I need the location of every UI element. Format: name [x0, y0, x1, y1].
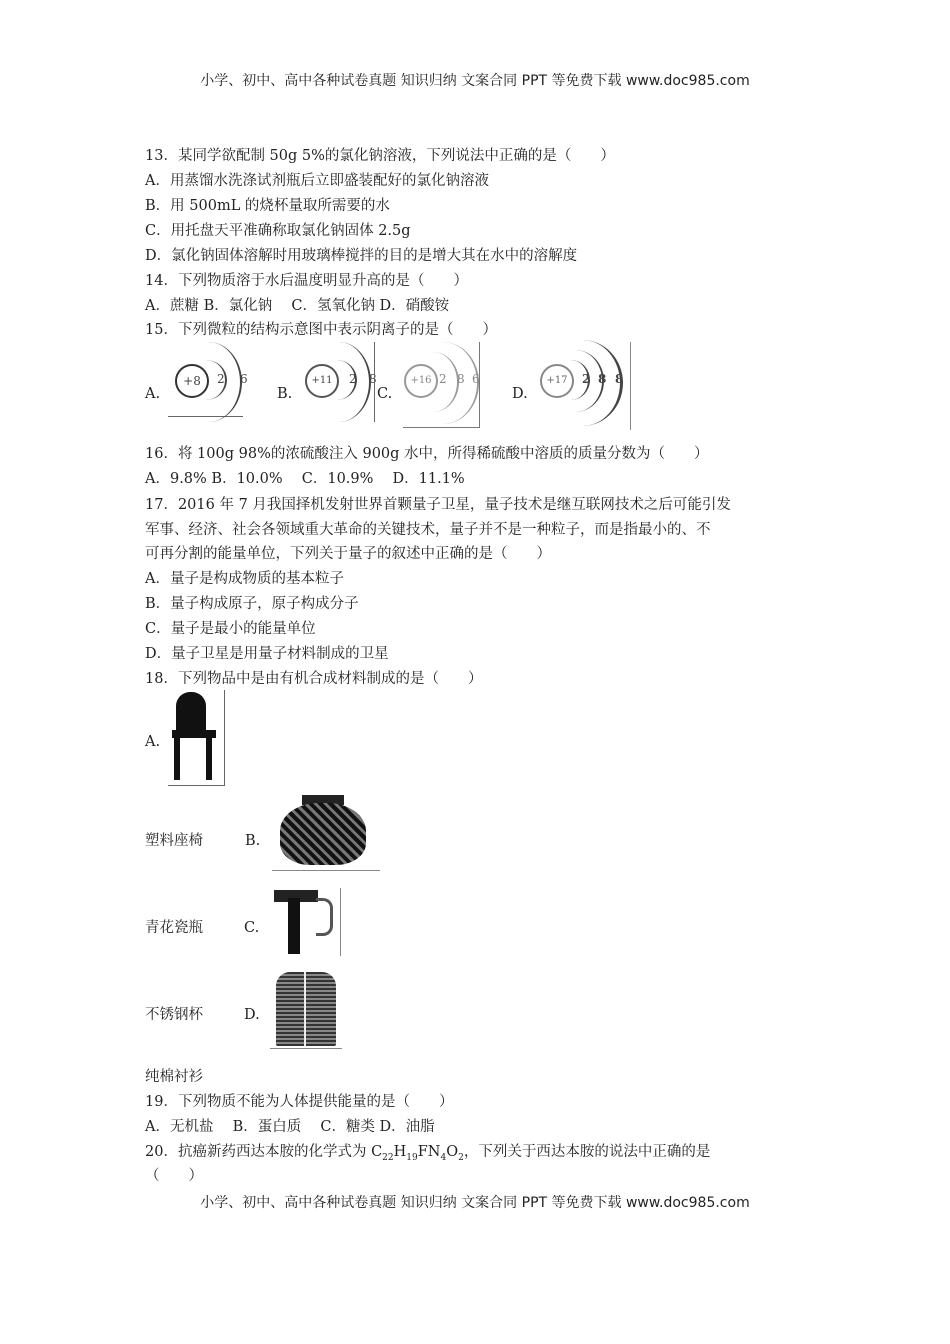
q17-option-c: C．量子是最小的能量单位: [145, 621, 316, 637]
page-footer: 小学、初中、高中各种试卷真题 知识归纳 文案合同 PPT 等免费下载 www.doc985.com: [200, 1195, 750, 1211]
q17-line-3: 可再分割的能量单位，下列关于量子的叙述中正确的是（ ）: [145, 546, 551, 562]
atom-diagram-a: A. +8 2 6: [145, 342, 245, 427]
chemical-formula: $C_{22}H_{19}FN_4O_2$: [371, 1144, 464, 1163]
q18-name-d: 纯棉衬衫: [145, 1069, 203, 1085]
q20-answer-paren: （ ）: [145, 1168, 203, 1184]
steel-cup-image: [270, 888, 341, 956]
q13-option-b: B．用 500mL 的烧杯量取所需要的水: [145, 198, 390, 214]
cotton-shirt-image: [270, 968, 342, 1049]
q19-stem: 19．下列物质不能为人体提供能量的是（ ）: [145, 1094, 454, 1110]
q18-stem: 18．下列物品中是由有机合成材料制成的是（ ）: [145, 671, 483, 687]
atom-diagram-b: B. +11 2 8: [277, 342, 377, 427]
q13-option-d: D．氯化钠固体溶解时用玻璃棒搅拌的目的是增大其在水中的溶解度: [145, 248, 578, 264]
q13-option-a: A．用蒸馏水洗涤试剂瓶后立即盛装配好的氯化钠溶液: [145, 173, 489, 189]
q15-stem: 15．下列微粒的结构示意图中表示阴离子的是（ ）: [145, 322, 497, 338]
q16-options: A．9.8% B．10.0% C．10.9% D．11.1%: [145, 471, 465, 487]
q14-options: A．蔗糖 B．氯化钠 C．氢氧化钠 D．硝酸铵: [145, 298, 450, 314]
q14-stem: 14．下列物质溶于水后温度明显升高的是（ ）: [145, 273, 468, 289]
q17-option-a: A．量子是构成物质的基本粒子: [145, 571, 344, 587]
q18-name-b: 青花瓷瓶: [145, 920, 203, 936]
atom-diagram-c: C. +16 2 8 6: [377, 342, 482, 427]
q16-stem: 16．将 100g 98%的浓硫酸注入 900g 水中，所得稀硫酸中溶质的质量分数为（ ）: [145, 446, 709, 462]
q17-line-2: 军事、经济、社会各领域重大革命的关键技术，量子并不是一种粒子，而是指最小的、不: [145, 522, 711, 538]
q17-option-b: B．量子构成原子，原子构成分子: [145, 596, 359, 612]
q18-label-c: C.: [244, 920, 260, 936]
q13-stem: 13．某同学欲配制 50g 5%的氯化钠溶液，下列说法中正确的是（ ）: [145, 148, 615, 164]
q13-option-c: C．用托盘天平准确称取氯化钠固体 2.5g: [145, 223, 411, 239]
atom-diagram-d: D. +17 2 8 8: [512, 342, 632, 427]
q18-label-b: B.: [245, 833, 261, 849]
q18-name-a: 塑料座椅: [145, 833, 203, 849]
q18-label-d: D.: [244, 1007, 260, 1023]
porcelain-vase-image: [272, 795, 380, 871]
q17-line-1: 17．2016 年 7 月我国择机发射世界首颗量子卫星，量子技术是继互联网技术之后可能引发: [145, 497, 731, 513]
q17-option-d: D．量子卫星是用量子材料制成的卫星: [145, 646, 389, 662]
q18-name-c: 不锈钢杯: [145, 1007, 203, 1023]
q20-stem: 20．抗癌新药西达本胺的化学式为 $C_{22}H_{19}FN_4O_2$，下列关于西达本胺的说法中正确的是: [145, 1144, 711, 1163]
q19-options: A．无机盐 B．蛋白质 C．糖类 D．油脂: [145, 1119, 435, 1135]
plastic-chair-image: [168, 690, 225, 786]
page-header: 小学、初中、高中各种试卷真题 知识归纳 文案合同 PPT 等免费下载 www.doc985.com: [200, 73, 750, 89]
q18-label-a: A.: [145, 734, 161, 750]
